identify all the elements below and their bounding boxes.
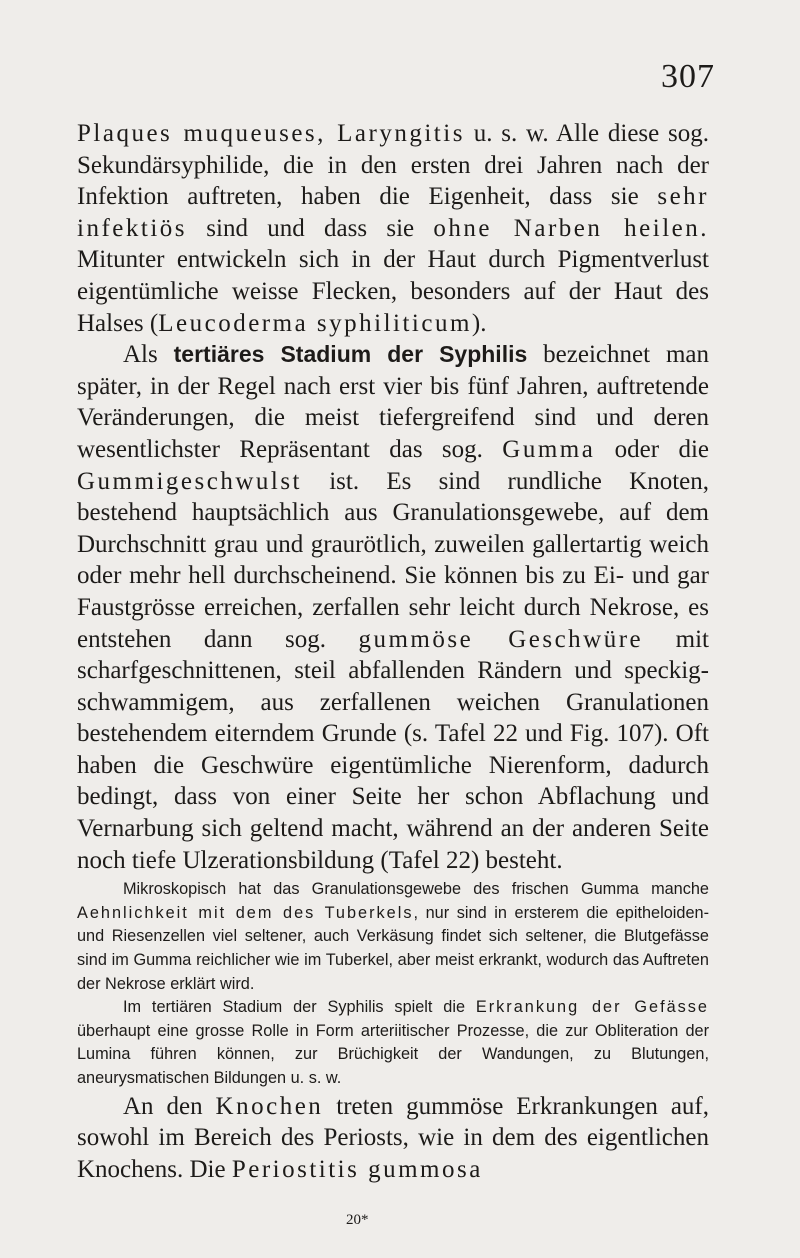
text-run: Mikroskopisch hat das Granulationsgewebe des frischen Gumma manche [123, 880, 709, 899]
spaced-term-gummigeschwulst: Gummigeschwulst [77, 467, 302, 495]
spaced-term-gumma: Gumma [502, 435, 596, 463]
text-run: Im tertiären Stadium der Syphilis spielt die [123, 998, 476, 1017]
text-run: u. s. w. Alle diese sog. Sekundärsyphilide, die in den ersten drei Jahren nach der Infektion auftreten, haben die Eigenheit, dass sie [77, 120, 709, 211]
text-run: überhaupt eine grosse Rolle in Form arteriitischer Prozesse, die zur Obliteration der Lumina führen können, zur Brüchigkeit der Wandungen, zu Blutungen, aneurysmatischen Bildungen u. s. w. [77, 1021, 709, 1087]
text-run: bezeichnet man später, in der Regel nach erst vier bis fünf Jahren, auftretende Veränderungen, die meist tiefergreifend sind und deren wesentlichster Repräsentant das sog. [77, 341, 709, 463]
heading-term-tertiary: tertiäres Stadium der Syphilis [173, 341, 528, 368]
text-run: ist. Es sind rundliche Knoten, bestehend hauptsächlich aus Granulationsgewebe, auf dem Durchschnitt grau und graurötlich, zuweilen gallertartig weich oder mehr hell durchscheinend. Sie können bis zu Ei- und gar Faustgrösse erreichen, zerfallen sehr leicht durch Nekrose, es entstehen dann sog. [77, 467, 709, 653]
text-run: , nur sind in ersterem die epitheloiden- und Riesenzellen viel seltener, auch Verkäsung findet sich seltener, die Blutgefässe sind im Gumma reichlicher wie im Tuberkel, aber meist erkrankt, wodurch das Auftreten der Nekrose erklärt wird. [77, 903, 709, 993]
spaced-term-erkrankung-gefaesse: Erkrankung der Gefässe [475, 998, 709, 1017]
paragraph-tertiary-syphilis [77, 339, 709, 876]
spaced-term-aehnlichkeit: Aehnlichkeit mit dem des Tuberkels [77, 903, 414, 922]
text-run: ). [471, 309, 487, 337]
small-paragraph-microscopy [77, 878, 709, 996]
paragraph-secondary-syphilis [77, 118, 709, 339]
small-paragraph-vessels [77, 996, 709, 1090]
spaced-term-knochen: Knochen [215, 1092, 324, 1120]
spaced-term-leucoderma: Leucoderma syphiliticum [158, 309, 472, 337]
spaced-term-ohne-narben: ohne Narben heilen. [433, 214, 709, 242]
text-run: treten gummöse Erkrankungen auf, sowohl im Bereich des Periosts, wie in dem des eigentlichen Knochens. Die [77, 1092, 709, 1183]
signature-mark: 20* [346, 1212, 369, 1228]
text-run: An den [123, 1092, 216, 1120]
spaced-term-infektioes: sehr infektiös [77, 183, 709, 242]
paragraph-bones [77, 1091, 709, 1186]
spaced-term-gummoese-geschwuere: gummöse Geschwüre [358, 625, 644, 653]
text-run: sind und dass sie [187, 214, 434, 242]
text-run: Mitunter entwickeln sich in der Haut durch Pigmentverlust eigentümliche weisse Flecken, besonders auf der Haut des Halses ( [77, 246, 709, 337]
text-run: oder die [595, 435, 709, 463]
spaced-term-plaques: Plaques muqueuses, Laryngitis [77, 120, 465, 147]
spaced-term-periostitis: Periostitis gummosa [231, 1155, 483, 1183]
main-text [77, 118, 709, 1185]
page-number: 307 [661, 58, 715, 95]
small-print-block [77, 878, 709, 1090]
text-run: Als [123, 341, 174, 369]
text-run: mit scharfgeschnittenen, steil abfallenden Rändern und speckig-schwammigem, aus zerfallenen weichen Granulationen bestehendem eiterndem Grunde (s. Tafel 22 und Fig. 107). Oft haben die Geschwüre eigentümliche Nierenform, dadurch bedingt, dass von einer Seite her schon Abflachung und Vernarbung sich geltend macht, während an der anderen Seite noch tiefe Ulzerationsbildung (Tafel 22) besteht. [77, 625, 709, 874]
